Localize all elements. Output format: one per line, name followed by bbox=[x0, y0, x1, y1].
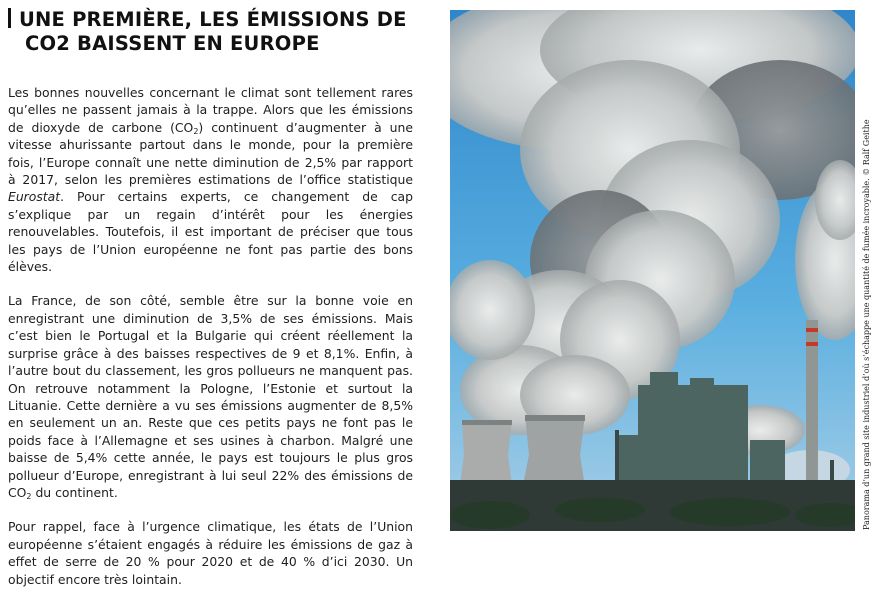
photo-caption: Panorama d’un grand site industriel d’où s’échappe une quantité de fumée incroyable. © Ralf Geithe bbox=[862, 119, 871, 530]
title-line-2: CO2 BAISSENT EN EUROPE bbox=[25, 32, 320, 55]
paragraph-2: La France, de son côté, semble être sur la bonne voie en enregistrant une diminution de 3,5% de ses émissions. Mais c’est bien le Portugal et la Bulgarie qui créent réellement la surprise grâce à des baisses respectives de 9 et 8,1%. Enfin, à l’autre bout du classement, les gros pollueurs ne manquent pas. On retrouve notamment la Pologne, l’Estonie et surtout la Lituanie. Cette dernière a vu ses émissions augmenter de 8,5% en seulement un an. Reste que ces petits pays ne font pas le poids face à l’Allemagne et ses usines à charbon. Malgré une baisse de 5,4% cette année, le pays est toujours le plus gros pollueur d’Europe, enregistrant à lui seul 22% des émissions de $CO_2$ du continent. bbox=[8, 293, 413, 501]
power-plant-photo bbox=[450, 10, 855, 531]
paragraph-1: Les bonnes nouvelles concernant le climat sont tellement rares qu’elles ne passent jamais à la trappe. Alors que les émissions de dioxyde de carbone $(CO_2)$ continuent d’augmenter à une vitesse ahurissante partout dans le monde, pour la première fois, l’Europe connaît une nette diminution de 2,5% par rapport à 2017, selon les premières estimations de l’office statistique Eurostat. Pour certains experts, ce changement de cap s’explique par un regain d’intérêt pour les énergies renouvelables. Toutefois, il est important de préciser que tous les pays de l’Union européenne ne font pas partie des bons élèves. bbox=[8, 85, 413, 275]
article-body bbox=[8, 84, 413, 605]
title-bar bbox=[8, 8, 11, 28]
photo-illustration bbox=[450, 10, 855, 531]
title-line-1: UNE PREMIÈRE, LES ÉMISSIONS DE bbox=[19, 8, 407, 31]
article-title bbox=[8, 8, 428, 56]
paragraph-3: Pour rappel, face à l’urgence climatique, les états de l’Union européenne s’étaient engagés à réduire les émissions de gaz à effet de serre de 20 % pour 2020 et de 40 % d’ici 2030. Un objectif encore très lointain. bbox=[8, 519, 413, 587]
